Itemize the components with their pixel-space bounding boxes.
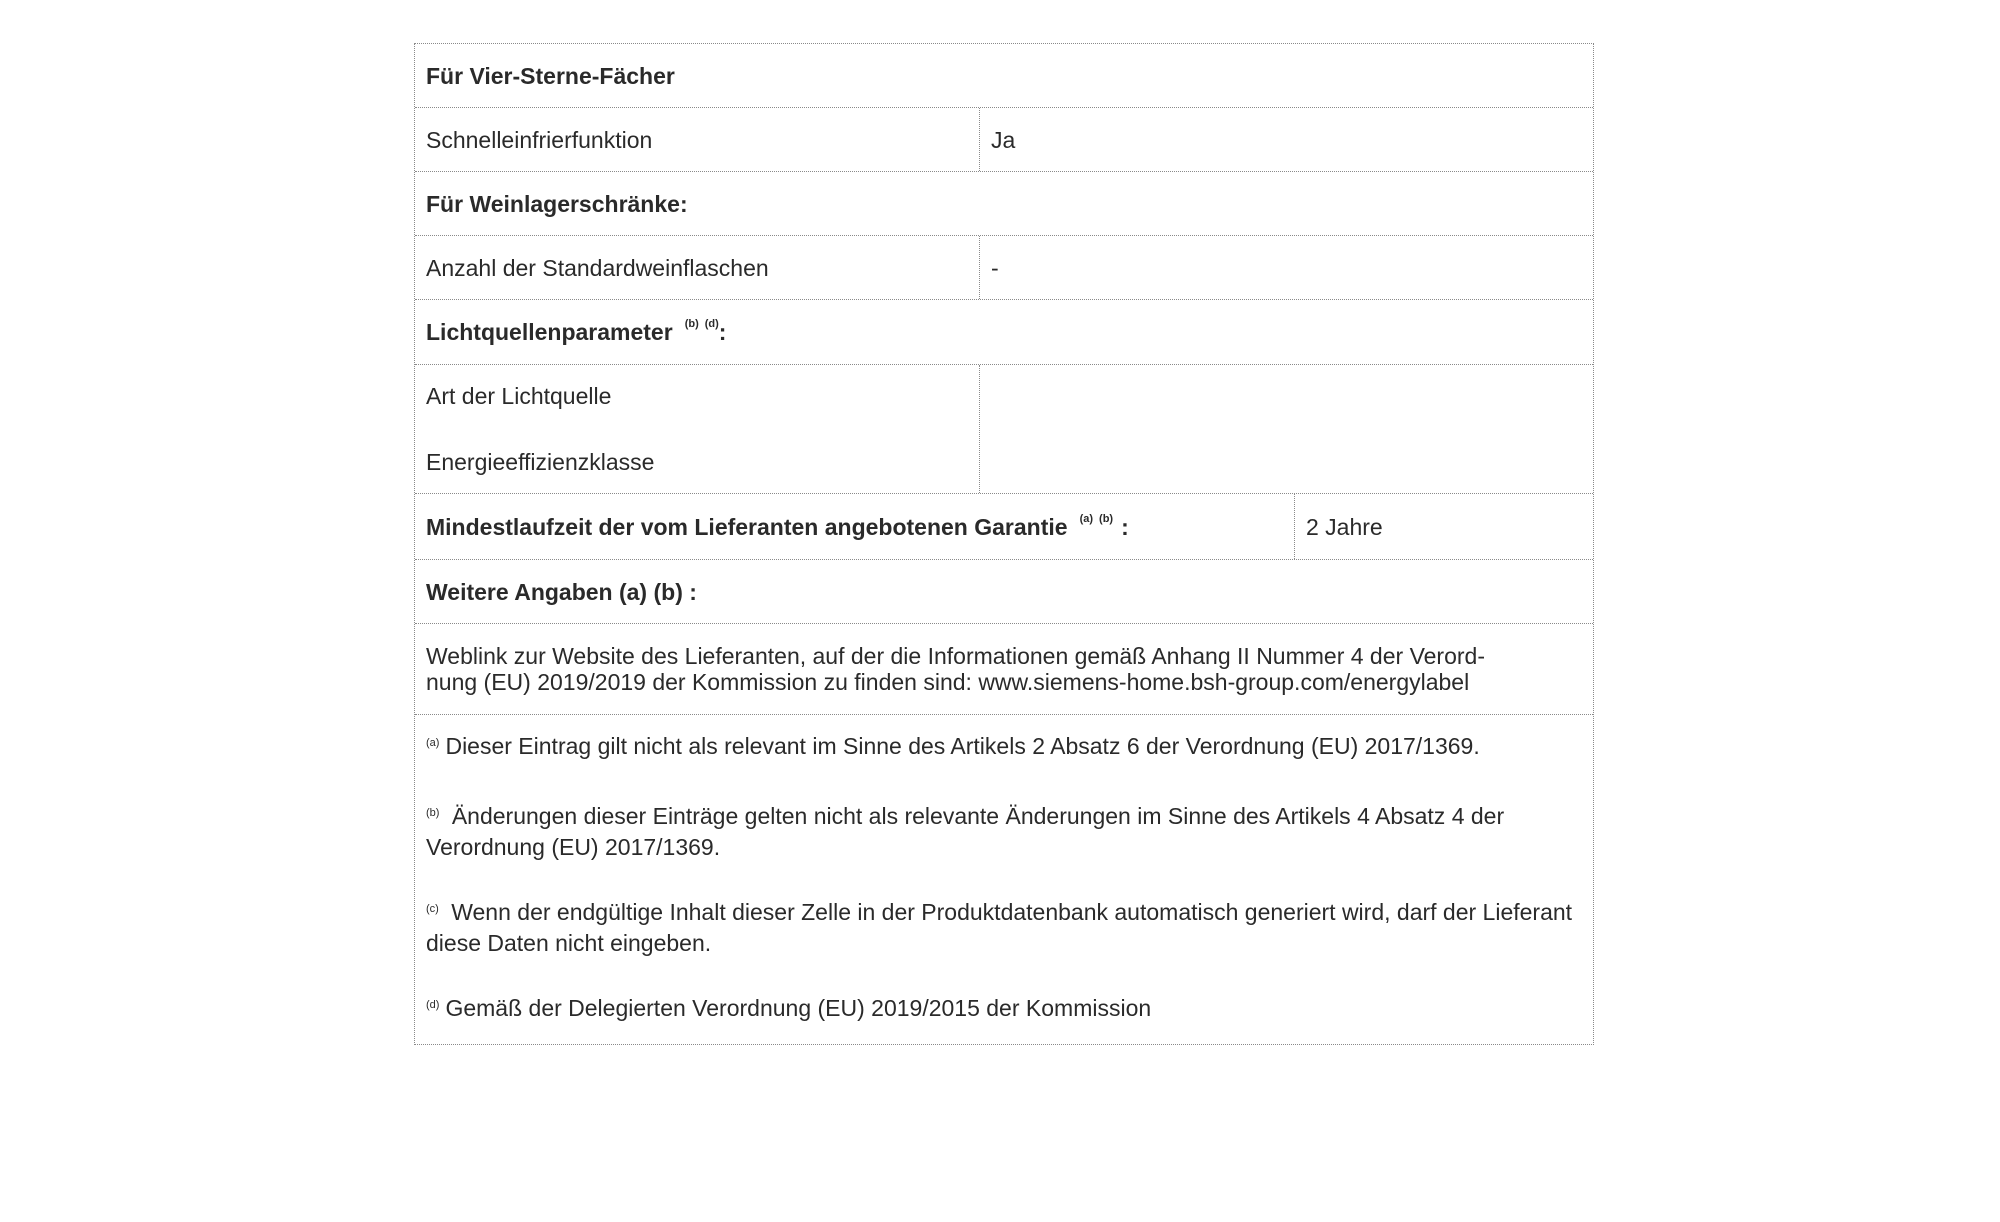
footnote-a-mark: (a) — [426, 737, 440, 749]
section-row-more — [415, 560, 1593, 624]
section-heading-four-star: Für Vier-Sterne-Fächer — [426, 62, 675, 89]
footnote-b-text: Änderungen dieser Einträge gelten nicht als relevante Änderungen im Sinne des Artikels 4 Absatz 4 der Verordnung (EU) 2017/1369. — [426, 803, 1505, 860]
section-heading-more: Weitere Angaben (a) (b) : — [426, 578, 697, 605]
footnote-c-mark: (c) — [426, 903, 439, 915]
row-quick-freeze — [415, 108, 1593, 172]
light-footnote-ref-d: (d) — [704, 318, 719, 330]
footnotes-block — [415, 715, 1593, 1044]
wine-bottles-label: Anzahl der Standardweinflaschen — [415, 236, 980, 299]
row-footnotes — [415, 715, 1593, 1044]
warranty-label-colon: : — [1121, 513, 1129, 540]
light-type-label: Art der Lichtquelle — [426, 383, 612, 409]
footnote-d-mark: (d) — [426, 999, 440, 1011]
warranty-footnote-ref-b: (b) — [1099, 512, 1114, 525]
footnote-b — [426, 803, 1582, 860]
light-footnote-ref-b: (b) — [684, 318, 699, 330]
warranty-label — [415, 494, 1295, 559]
weblink-line-1: Weblink zur Website des Lieferanten, auf der die Informationen gemäß Anhang II Nummer 4 der Verord- — [426, 643, 1485, 669]
footnote-a — [426, 733, 1582, 764]
section-heading-light — [415, 300, 1593, 364]
footnote-a-text: Dieser Eintrag gilt nicht als relevant im Sinne des Artikels 2 Absatz 6 der Verordnung (EU) 2017/1369. — [445, 733, 1480, 759]
weblink-text — [415, 624, 1593, 714]
footnote-c — [426, 899, 1582, 956]
light-heading-text: Lichtquellenparameter — [426, 319, 673, 345]
row-light-params — [415, 365, 1593, 494]
light-class-label: Energieeffizienzklasse — [426, 449, 655, 475]
section-heading-wine: Für Weinlagerschränke: — [426, 190, 688, 217]
warranty-value: 2 Jahre — [1306, 513, 1383, 540]
footnote-d — [426, 995, 1582, 1026]
row-weblink — [415, 624, 1593, 715]
weblink-line-2: nung (EU) 2019/2019 der Kommission zu finden sind: www.siemens-home.bsh-group.com/energylabel — [426, 669, 1470, 695]
quick-freeze-label: Schnelleinfrierfunktion — [415, 108, 980, 171]
section-row-light — [415, 300, 1593, 365]
row-warranty — [415, 494, 1593, 560]
footnote-d-text: Gemäß der Delegierten Verordnung (EU) 2019/2015 der Kommission — [445, 995, 1152, 1021]
light-params-labels — [415, 365, 980, 493]
footnote-c-text: Wenn der endgültige Inhalt dieser Zelle in der Produktdatenbank automatisch generiert wird, darf der Lieferant diese Daten nicht eingeben. — [426, 899, 1573, 956]
row-wine-bottles — [415, 236, 1593, 300]
warranty-label-text: Mindestlaufzeit der vom Lieferanten angebotenen Garantie — [426, 513, 1068, 540]
section-row-wine — [415, 172, 1593, 236]
product-info-table — [414, 43, 1594, 1045]
wine-bottles-value: - — [991, 254, 999, 281]
section-row-four-star — [415, 44, 1593, 108]
light-heading-colon: : — [718, 319, 727, 345]
light-params-value — [980, 365, 1593, 493]
warranty-footnote-ref-a: (a) — [1079, 512, 1094, 525]
quick-freeze-value: Ja — [991, 126, 1016, 153]
footnote-b-mark: (b) — [426, 807, 440, 819]
